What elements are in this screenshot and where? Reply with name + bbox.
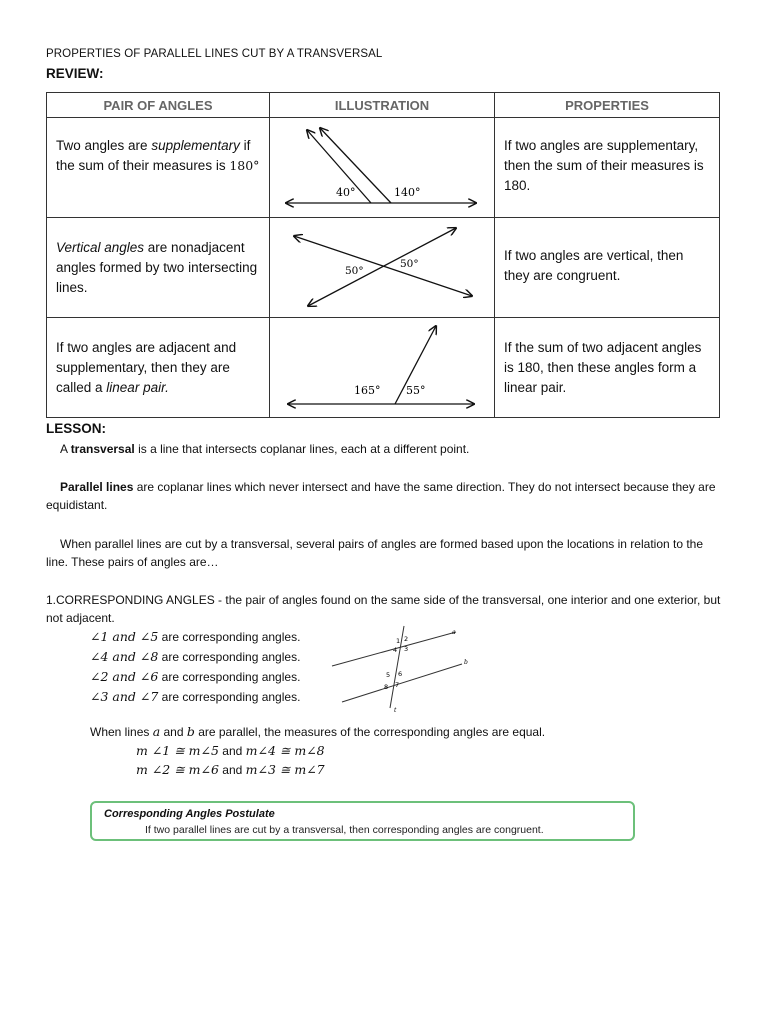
pair-number: 180° (229, 158, 260, 173)
list-item (90, 627, 300, 647)
angle-label: 140° (394, 186, 421, 199)
pair-text: If two angles are adjacent and supplementary, then they are called a (56, 340, 237, 395)
property-text: If the sum of two adjacent angles is 180, then these angles form a linear pair. (504, 340, 702, 395)
list-item-text: are corresponding angles. (158, 670, 301, 684)
term-transversal: transversal (70, 442, 135, 456)
angle-label: 50° (400, 258, 419, 270)
angle-label: 165° (354, 384, 381, 397)
pair-term: linear pair. (106, 380, 169, 395)
when-parallel-paragraph: When parallel lines are cut by a transversal, several pairs of angles are formed based upon the locations in relation to the line. These pairs of angles are… (46, 537, 704, 569)
linear-pair-figure (270, 318, 494, 417)
table-row (47, 218, 720, 318)
angle-number: 6 (398, 670, 403, 678)
property-cell (495, 218, 720, 318)
equation-line (136, 760, 325, 780)
list-item (90, 687, 300, 707)
angle-label: 40° (336, 186, 356, 199)
postulate-title: Corresponding Angles Postulate (104, 808, 275, 820)
pair-text: Two angles are (56, 138, 152, 153)
angle-pair-expr: ∠3 and ∠7 (90, 689, 159, 704)
angle-number: 7 (395, 681, 400, 689)
pair-term: Vertical angles (56, 240, 145, 255)
table-row (47, 118, 720, 218)
property-cell (495, 318, 720, 418)
angle-number: 8 (384, 683, 389, 691)
pair-text: if the sum of their measures is (56, 138, 251, 173)
line-label-t: t (394, 707, 397, 714)
angle-pair-expr: ∠4 and ∠8 (90, 649, 159, 664)
ray-line (320, 128, 391, 203)
postulate-text: If two parallel lines are cut by a transversal, then corresponding angles are congruent. (145, 824, 544, 836)
equation: m ∠2 ≅ m∠6 (136, 762, 219, 777)
line-label-b: b (464, 659, 468, 666)
equation: m∠4 ≅ m∠8 (245, 743, 325, 758)
list-item (90, 667, 300, 687)
text-span: and (218, 744, 246, 758)
text-span: and (160, 725, 187, 739)
table-header-row (47, 93, 720, 118)
postulate-box (90, 801, 635, 841)
table-row (47, 318, 720, 418)
vertical-angles-figure (270, 218, 494, 317)
header-illustration: ILLUSTRATION (270, 93, 495, 118)
property-text: If two angles are supplementary, then the sum of their measures is 180. (504, 138, 704, 193)
equation-line (136, 741, 325, 761)
angle-number: 4 (393, 646, 398, 654)
property-text: If two angles are vertical, then they are congruent. (504, 248, 684, 283)
illustration-cell (270, 118, 495, 218)
illustration-cell (270, 318, 495, 418)
document-title: PROPERTIES OF PARALLEL LINES CUT BY A TRANSVERSAL (46, 48, 383, 60)
parallel-lines-definition (46, 478, 726, 514)
text-span: is a line that intersects coplanar lines, each at a different point. (134, 442, 470, 456)
list-item (90, 647, 300, 667)
property-cell (495, 118, 720, 218)
angle-label: 50° (345, 265, 364, 277)
angle-label: 55° (406, 384, 426, 397)
text-span: A (60, 442, 71, 456)
line-name-a: a (152, 724, 161, 739)
header-properties: PROPERTIES (495, 93, 720, 118)
corresponding-angles-definition: 1.CORRESPONDING ANGLES - the pair of angles found on the same side of the transversal, one interior and one exterior, but not adjacent. (46, 593, 721, 625)
text-span: and (218, 763, 246, 777)
text-span: are coplanar lines which never intersect and have the same direction. They do not intersect because they are equidistant. (46, 480, 716, 512)
text-span: When lines (90, 725, 153, 739)
illustration-cell (270, 218, 495, 318)
transversal-figure (328, 622, 476, 714)
line-label-a: a (452, 629, 456, 636)
supplementary-angles-figure (270, 118, 494, 217)
transversal-definition (46, 440, 726, 458)
parallel-condition (90, 722, 545, 742)
pair-cell (47, 218, 270, 318)
line-name-b: b (186, 724, 195, 739)
list-item-text: are corresponding angles. (158, 630, 301, 644)
angle-pair-expr: ∠1 and ∠5 (90, 629, 159, 644)
pair-text: are nonadjacent angles formed by two intersecting lines. (56, 240, 258, 295)
intersecting-line (308, 228, 456, 306)
review-heading: REVIEW: (46, 66, 104, 81)
pair-cell (47, 318, 270, 418)
corresponding-pairs-list (90, 627, 300, 707)
angle-number: 2 (404, 635, 409, 643)
angle-number: 3 (404, 645, 409, 653)
angle-number: 5 (386, 671, 391, 679)
angle-number: 1 (396, 637, 401, 645)
pair-cell (47, 118, 270, 218)
angle-pair-expr: ∠2 and ∠6 (90, 669, 159, 684)
equation: m ∠1 ≅ m∠5 (136, 743, 219, 758)
header-pair-of-angles: PAIR OF ANGLES (47, 93, 270, 118)
pair-term: supplementary (151, 138, 240, 153)
list-item-text: are corresponding angles. (158, 690, 301, 704)
list-item-text: are corresponding angles. (158, 650, 301, 664)
review-table (46, 92, 720, 418)
text-span: are parallel, the measures of the corresponding angles are equal. (194, 725, 546, 739)
equation: m∠3 ≅ m∠7 (245, 762, 325, 777)
term-parallel-lines: Parallel lines (60, 480, 134, 494)
lesson-heading: LESSON: (46, 421, 107, 436)
